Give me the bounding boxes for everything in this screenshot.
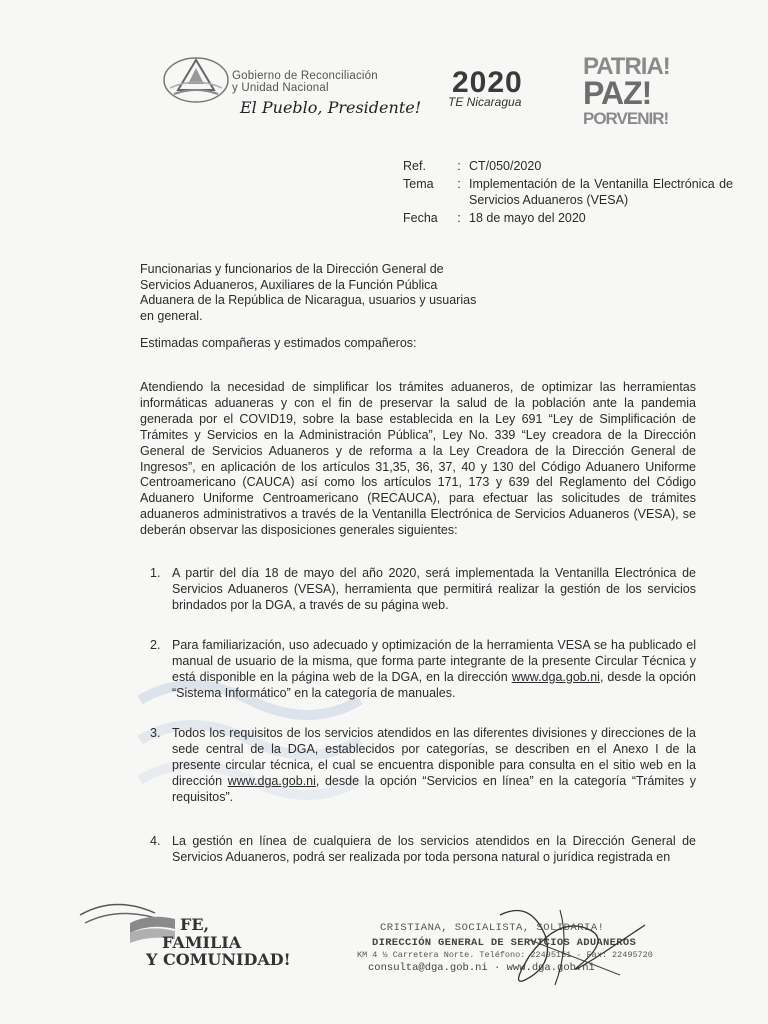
item-number: 2. (150, 638, 161, 652)
footer-comunidad: Y COMUNIDAD! (146, 950, 291, 969)
footer-address: KM 4 ½ Carretera Norte. Teléfono: 22495151 · Fax: 22495720 (357, 950, 653, 960)
item-text-part: , desde la opción “Servicios en línea” en la categoría “Trámites y requisitos”. (172, 773, 697, 804)
item-text-part: , desde la opción “Sistema Informático” en la categoría de manuales. (172, 669, 697, 700)
item-text-part: Todos los requisitos de los servicios atendidos en las diferentes divisiones y direcciones de la sede central de la DGA, establecidos por categorías, se describen en el Anexo I de la presente circular técnica, el cual se encuentra disponible para consulta en el sitio web en la dirección (172, 726, 696, 788)
item-text: A partir del día 18 de mayo del año 2020, será implementada la Ventanilla Electrónica de Servicios Aduaneros (VESA), herramienta que permitirá realizar la gestión de los servicios brindados por la DGA, a través de su página web. (172, 566, 696, 612)
patria-line2: PAZ! (583, 75, 652, 111)
patria-line1: PATRIA! (583, 53, 670, 80)
tema-row (403, 176, 733, 208)
header-year-sub: TE Nicaragua (448, 95, 522, 109)
item-text-part: Para familiarización, uso adecuado y optimización de la herramienta VESA se ha publicado el manual de usuario de la misma, que forma parte integrante de la presente Circular Técnica y está disponible en la página web de la DGA, en la dirección (172, 638, 696, 684)
item-number: 1. (150, 566, 161, 580)
patria-slogan (583, 54, 693, 132)
patria-line3: PORVENIR! (583, 109, 669, 128)
fecha-value: 18 de mayo del 2020 (469, 211, 586, 225)
gov-name-line2: y Unidad Nacional (232, 82, 329, 94)
list-item (150, 638, 696, 702)
gov-name-line1: Gobierno de Reconciliación (232, 70, 378, 82)
tema-colon: : (457, 177, 461, 191)
item-text (172, 638, 696, 702)
intro-paragraph: Atendiendo la necesidad de simplificar los trámites aduaneros, de optimizar las herramientas informáticas aduaneras y con el fin de preservar la salud de la población ante la pandemia generada por el COVID19, sobre la base establecida en la Ley 691 “Ley de Simplificación de Trámites y Servicios en la Administración Pública”, Ley No. 339 “Ley creadora de la Dirección General de Servicios Aduaneros y de reforma a la Ley Creadora de la Dirección General de Ingresos”, en aplicación de los artículos 31,35, 36, 37, 40 y 130 del Código Aduanero Uniforme Centroamericano (CAUCA) así como los artículos 171, 173 y 639 del Reglamento del Código Aduanero Uniforme Centroamericano (RECAUCA), para efectuar las solicitudes de trámites aduaneros administrativos a través de la Ventanilla Electrónica de Servicios Aduaneros (VESA), se deberán observar las disposiciones generales siguientes: (140, 380, 696, 538)
header-slogan: El Pueblo, Presidente! (240, 98, 422, 117)
tema-label: Tema (403, 177, 434, 191)
list-item (150, 726, 696, 806)
fecha-row (403, 210, 733, 226)
reference-block (403, 158, 733, 226)
item-text: La gestión en línea de cualquiera de los servicios atendidos en la Dirección General de Servicios Aduaneros, podrá ser realizada por toda persona natural o jurídica registrada en (172, 834, 696, 864)
fecha-colon: : (457, 211, 461, 225)
footer-contact: consulta@dga.gob.ni · www.dga.gob.ni (368, 962, 595, 974)
item-text (172, 726, 696, 806)
footer-motto: CRISTIANA, SOCIALISTA, SOLIDARIA! (380, 922, 605, 934)
ref-colon: : (457, 159, 461, 173)
tema-value: Implementación de la Ventanilla Electrónica de Servicios Aduaneros (VESA) (469, 177, 733, 207)
addressee: Funcionarias y funcionarios de la Dirección General de Servicios Aduaneros, Auxiliares de la Función Pública Aduanera de la República de Nicaragua, usuarios y usuarias en general. (140, 262, 477, 323)
dga-website-link[interactable]: www.dga.gob.ni (511, 669, 600, 684)
government-logo (160, 50, 232, 106)
ref-value: CT/050/2020 (469, 159, 542, 173)
item-number: 4. (150, 834, 161, 848)
list-item (150, 566, 696, 614)
footer-familia: FAMILIA (162, 933, 242, 952)
greeting: Estimadas compañeras y estimados compañeros: (140, 336, 417, 350)
signature (470, 895, 670, 990)
ref-label: Ref. (403, 159, 426, 173)
ref-row (403, 158, 733, 174)
footer-fe: FE, (180, 915, 210, 934)
item-number: 3. (150, 726, 161, 740)
footer-institution: DIRECCIÓN GENERAL DE SERVICIOS ADUANEROS (372, 937, 637, 949)
list-item (150, 834, 696, 866)
dga-website-link[interactable]: www.dga.gob.ni (227, 773, 316, 788)
header-year: 2020 (452, 66, 523, 99)
fecha-label: Fecha (403, 211, 438, 225)
